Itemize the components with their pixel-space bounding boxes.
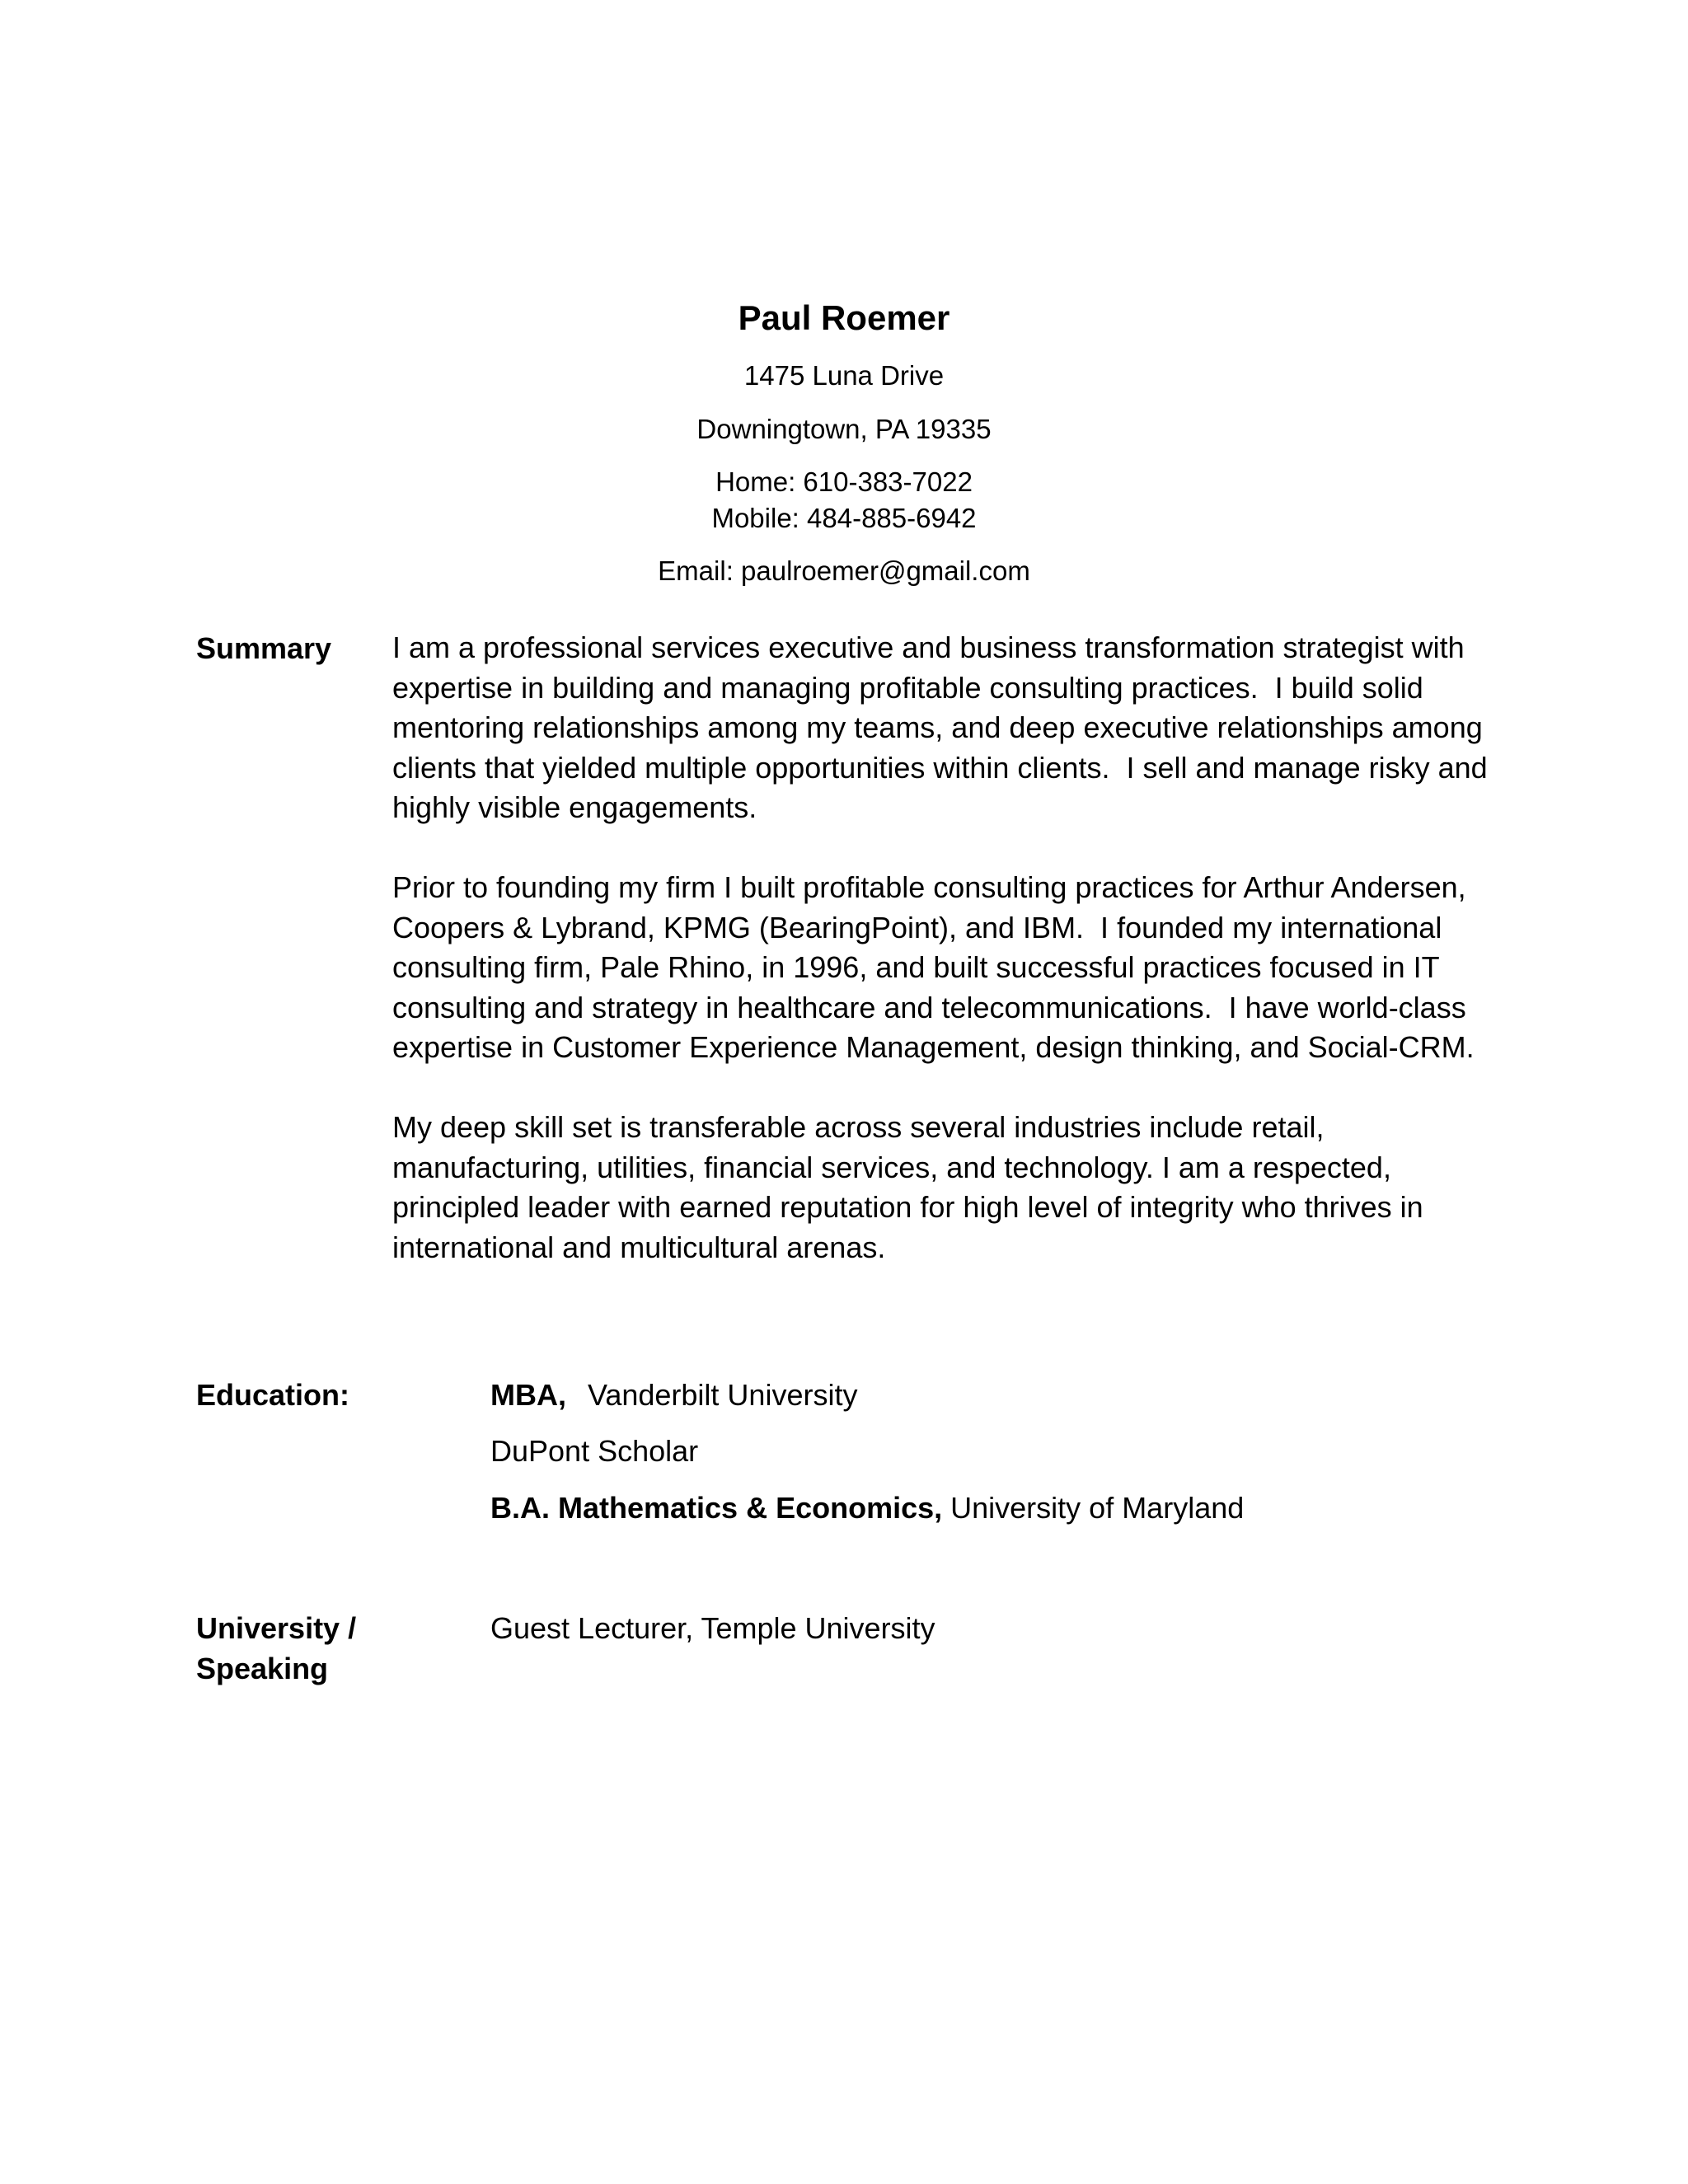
speaking-heading-line-2: Speaking	[196, 1652, 329, 1685]
education-mba	[490, 1375, 857, 1415]
mobile-phone: Mobile: 484-885-6942	[711, 503, 977, 533]
address-line-1: 1475 Luna Drive	[743, 360, 945, 391]
education-honor: DuPont Scholar	[490, 1434, 699, 1468]
education-heading: Education:	[196, 1378, 349, 1412]
speaking-heading-line-1: University /	[196, 1611, 357, 1645]
ba-degree: B.A. Mathematics & Economics,	[490, 1491, 943, 1525]
home-phone: Home: 610-383-7022	[715, 466, 973, 497]
email-address: Email: paulroemer@gmail.com	[658, 555, 1030, 586]
education-ba	[490, 1488, 1244, 1528]
summary-paragraph: Prior to founding my firm I built profitable consulting practices for Arthur Andersen, Coopers & Lybrand, KPMG (BearingPoint), and IBM. I founded my international consulting firm, Pale Rhino, in 1996, and built successful practices focused in IT consulting and strategy in healthcare and telecommunications. I have world-class expertise in Customer Experience Management, design thinking, and Social-CRM.	[392, 870, 1475, 1064]
summary-heading: Summary	[196, 631, 332, 665]
address-line-2: Downingtown, PA 19335	[696, 414, 992, 444]
candidate-name: Paul Roemer	[738, 298, 950, 337]
speaking-item: Guest Lecturer, Temple University	[490, 1611, 935, 1645]
summary-body	[392, 628, 1497, 1308]
ba-school: University of Maryland	[942, 1491, 1245, 1525]
mba-school: Vanderbilt University	[588, 1378, 858, 1412]
summary-paragraph: My deep skill set is transferable across several industries include retail, manufacturing, utilities, financial services, and technology. I am a respected, principled leader with earned reputation for high level of integrity who thrives in international and multicultural arenas.	[392, 1110, 1432, 1264]
speaking-heading	[196, 1608, 443, 1689]
summary-paragraph: I am a professional services executive and business transformation strategist with expertise in building and managing profitable consulting practices. I build solid mentoring relationships among my teams, and deep executive relationships among clients that yielded multiple opportunities within clients. I sell and manage risky and highly visible engagements.	[392, 630, 1496, 824]
mba-degree: MBA,	[490, 1378, 566, 1412]
